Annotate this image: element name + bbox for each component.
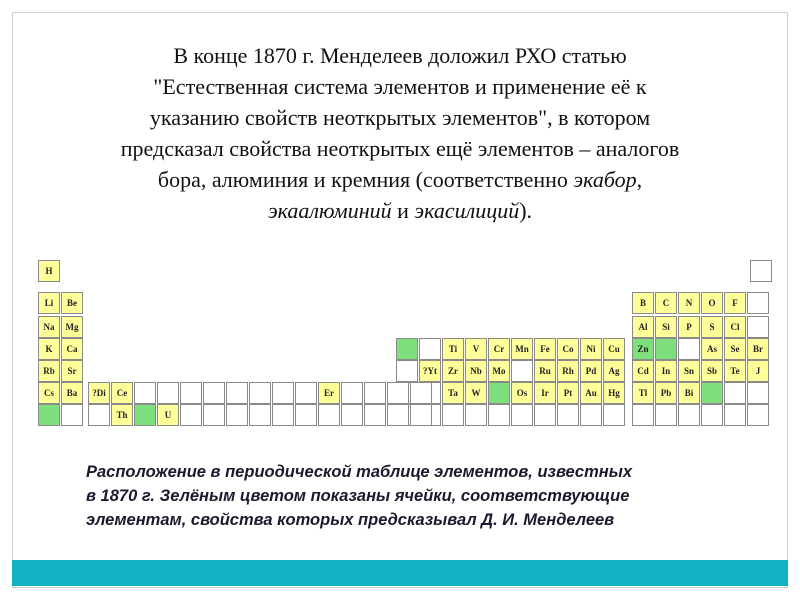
text-line-6-suffix: ). <box>519 198 533 223</box>
element-cell-As: As <box>701 338 723 360</box>
element-cell-Br: Br <box>747 338 769 360</box>
element-cell-P: P <box>678 316 700 338</box>
element-cell-Li: Li <box>38 292 60 314</box>
element-cell-Sn: Sn <box>678 360 700 382</box>
element-cell-H: H <box>38 260 60 282</box>
element-cell-Nb: Nb <box>465 360 487 382</box>
element-cell-Co: Co <box>557 338 579 360</box>
element-cell-Cu: Cu <box>603 338 625 360</box>
element-cell-Ti: Ti <box>442 338 464 360</box>
element-cell-empty <box>488 382 510 404</box>
element-cell-In: In <box>655 360 677 382</box>
actinide-cell-empty <box>341 404 363 426</box>
element-cell-empty <box>678 404 700 426</box>
lanthanide-cell-Er: Er <box>318 382 340 404</box>
actinide-cell-empty <box>134 404 156 426</box>
conjunction: и <box>391 198 415 223</box>
element-cell-Cd: Cd <box>632 360 654 382</box>
caption-line-2: в 1870 г. Зелёным цветом показаны ячейки, соответствующие <box>86 487 630 505</box>
element-cell-empty <box>747 382 769 404</box>
actinide-cell-empty <box>249 404 271 426</box>
element-cell-Al: Al <box>632 316 654 338</box>
element-cell-Ba: Ba <box>61 382 83 404</box>
element-cell-J: J <box>747 360 769 382</box>
text-line-5-suffix: , <box>636 167 643 192</box>
element-cell-S: S <box>701 316 723 338</box>
element-cell-empty <box>701 404 723 426</box>
lanthanide-cell-empty <box>134 382 156 404</box>
text-line-5: бора, алюминия и кремния (соответственно <box>157 167 574 192</box>
lanthanide-cell-empty <box>203 382 225 404</box>
element-cell-O: O <box>701 292 723 314</box>
element-cell-empty <box>655 404 677 426</box>
lanthanide-cell-empty <box>387 382 409 404</box>
element-cell-Fe: Fe <box>534 338 556 360</box>
actinide-cell-empty <box>364 404 386 426</box>
ekaaluminium-term: экаалюминий <box>267 198 392 223</box>
lanthanide-cell-empty <box>410 382 432 404</box>
text-line-3: указанию свойств неоткрытых элементов", в котором <box>149 105 651 130</box>
actinide-cell-empty <box>203 404 225 426</box>
element-cell-Mn: Mn <box>511 338 533 360</box>
actinide-cell-empty <box>180 404 202 426</box>
element-cell-empty <box>396 338 418 360</box>
element-cell-empty <box>511 404 533 426</box>
ekasilicium-term: экасилиций <box>414 198 520 223</box>
element-cell-Cr: Cr <box>488 338 510 360</box>
element-cell-Sb: Sb <box>701 360 723 382</box>
element-cell-Mg: Mg <box>61 316 83 338</box>
text-line-4: предсказал свойства неоткрытых ещё элементов – аналогов <box>120 136 680 161</box>
element-cell-Zn: Zn <box>632 338 654 360</box>
text-line-1: В конце 1870 г. Менделеев доложил РХО статью <box>173 43 627 68</box>
actinide-cell-empty <box>410 404 432 426</box>
actinide-cell-empty <box>387 404 409 426</box>
element-cell-Si: Si <box>655 316 677 338</box>
element-cell-W: W <box>465 382 487 404</box>
lanthanide-cell-Ce: Ce <box>111 382 133 404</box>
element-cell-C: C <box>655 292 677 314</box>
element-cell-empty <box>511 360 533 382</box>
element-cell-empty <box>747 316 769 338</box>
element-cell-empty <box>488 404 510 426</box>
actinide-cell-empty <box>272 404 294 426</box>
element-cell-?Yt: ?Yt <box>419 360 441 382</box>
element-cell-empty <box>747 404 769 426</box>
element-cell-empty <box>419 338 441 360</box>
element-cell-Ir: Ir <box>534 382 556 404</box>
element-cell-Ni: Ni <box>580 338 602 360</box>
element-cell-Hg: Hg <box>603 382 625 404</box>
lanthanide-cell-empty <box>226 382 248 404</box>
element-cell-empty <box>61 404 83 426</box>
lanthanide-cell-empty <box>364 382 386 404</box>
element-cell-F: F <box>724 292 746 314</box>
actinide-cell-empty <box>318 404 340 426</box>
lanthanide-cell-empty <box>180 382 202 404</box>
element-cell-B: B <box>632 292 654 314</box>
element-cell-Rh: Rh <box>557 360 579 382</box>
element-cell-Pt: Pt <box>557 382 579 404</box>
text-line-2: "Естественная система элементов и применение её к <box>153 74 647 99</box>
actinide-cell-empty <box>295 404 317 426</box>
actinide-cell-Th: Th <box>111 404 133 426</box>
element-cell-empty <box>465 404 487 426</box>
caption-line-3: элементам, свойства которых предсказывал Д. И. Менделеев <box>86 511 615 529</box>
element-cell-empty <box>724 382 746 404</box>
actinide-cell-U: U <box>157 404 179 426</box>
element-cell-Tl: Tl <box>632 382 654 404</box>
element-cell-Cl: Cl <box>724 316 746 338</box>
element-cell-Rb: Rb <box>38 360 60 382</box>
element-cell-Au: Au <box>580 382 602 404</box>
lanthanide-cell-empty <box>272 382 294 404</box>
element-cell-empty <box>655 338 677 360</box>
element-cell-empty <box>603 404 625 426</box>
element-cell-Ru: Ru <box>534 360 556 382</box>
element-cell-empty <box>557 404 579 426</box>
element-cell-Bi: Bi <box>678 382 700 404</box>
element-cell-N: N <box>678 292 700 314</box>
element-cell-Pb: Pb <box>655 382 677 404</box>
lanthanide-cell-empty <box>295 382 317 404</box>
element-cell-Se: Se <box>724 338 746 360</box>
lanthanide-cell-empty <box>157 382 179 404</box>
element-cell-V: V <box>465 338 487 360</box>
element-cell-empty <box>678 338 700 360</box>
element-cell-empty <box>442 404 464 426</box>
element-cell-Ag: Ag <box>603 360 625 382</box>
element-cell-Be: Be <box>61 292 83 314</box>
figure-caption <box>86 460 766 532</box>
element-cell-Sr: Sr <box>61 360 83 382</box>
element-cell-empty <box>534 404 556 426</box>
element-cell-Te: Te <box>724 360 746 382</box>
lanthanide-cell-empty <box>341 382 363 404</box>
element-cell-Ta: Ta <box>442 382 464 404</box>
element-cell-K: K <box>38 338 60 360</box>
lanthanide-cell-empty <box>249 382 271 404</box>
element-cell-empty <box>38 404 60 426</box>
element-cell-empty <box>724 404 746 426</box>
element-cell-Na: Na <box>38 316 60 338</box>
element-cell-Os: Os <box>511 382 533 404</box>
element-cell-he-slot <box>750 260 772 282</box>
element-cell-empty <box>701 382 723 404</box>
caption-line-1: Расположение в периодической таблице элементов, известных <box>86 463 632 481</box>
actinide-cell-empty <box>226 404 248 426</box>
element-cell-empty <box>580 404 602 426</box>
element-cell-empty <box>747 292 769 314</box>
lanthanide-cell-?Di: ?Di <box>88 382 110 404</box>
element-cell-empty <box>396 360 418 382</box>
element-cell-Zr: Zr <box>442 360 464 382</box>
element-cell-Mo: Mo <box>488 360 510 382</box>
element-cell-empty <box>632 404 654 426</box>
element-cell-Ca: Ca <box>61 338 83 360</box>
element-cell-Cs: Cs <box>38 382 60 404</box>
actinide-cell-empty <box>88 404 110 426</box>
ekabor-term: экабор <box>573 167 637 192</box>
element-cell-Pd: Pd <box>580 360 602 382</box>
